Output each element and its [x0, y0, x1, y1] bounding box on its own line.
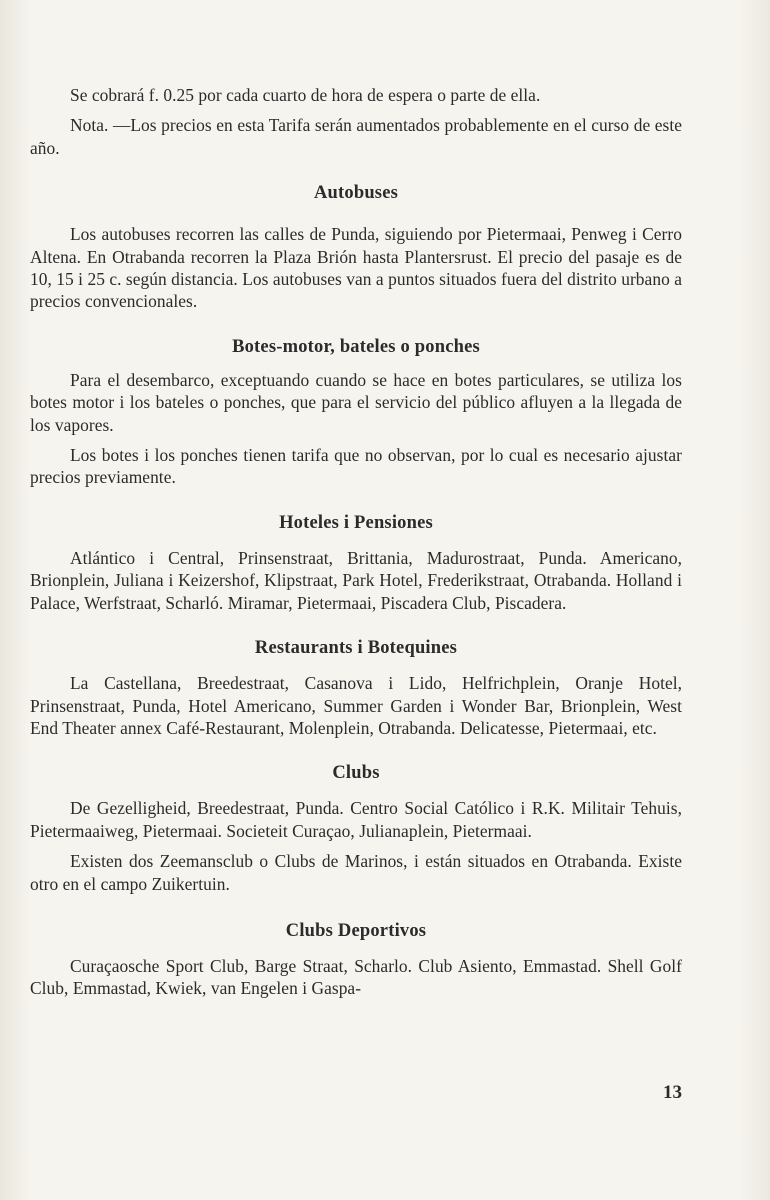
waiting-fee-paragraph: Se cobrará f. 0.25 por cada cuarto de hora de espera o parte de ella. — [70, 85, 541, 105]
autobuses-heading: Autobuses — [313, 183, 399, 204]
restaurants-heading: Restaurants i Botequines — [254, 638, 458, 659]
restaurants-paragraph: La Castellana, Breedestraat, Casanova i Lido, Helfrichplein, Oranje Hotel, Prinsenstraat, Punda, Hotel Americano, Summer Garden i Wonder Bar, Brionplein, West End Theater annex Café-Restaurant, Molenplein, Otrabanda. Delicatesse, Pietermaai, etc. — [30, 673, 682, 738]
autobuses-paragraph: Los autobuses recorren las calles de Punda, siguiendo por Pietermaai, Penweg i Cerro Altena. En Otrabanda recorren la Plaza Brión hasta Plantersrust. El precio del pasaje es de 10, 15 i 25 c. según distancia. Los autobuses van a puntos situados fuera del distrito urbano a precios convencionales. — [30, 224, 682, 312]
clubs-heading: Clubs — [332, 763, 380, 784]
clubs-paragraph-1: De Gezelligheid, Breedestraat, Punda. Centro Social Católico i R.K. Militair Tehuis, Pietermaaiweg, Pietermaai. Societeit Curaçao, Julianaplein, Pietermaai. — [30, 798, 682, 841]
botes-paragraph-1: Para el desembarco, exceptuando cuando se hace en botes particulares, se utiliza los botes motor i los bateles o ponches, que para el servicio del público afluyen a la llegada de los vapores. — [30, 369, 682, 435]
botes-heading: Botes-motor, bateles o ponches — [232, 336, 480, 357]
deportivos-heading: Clubs Deportivos — [285, 920, 427, 941]
botes-paragraph-2: Los botes i los ponches tienen tarifa que no observan, por lo cual es necesario ajustar precios previamente. — [30, 445, 682, 488]
tariff-note-paragraph: Nota. —Los precios en esta Tarifa serán aumentados probablemente en el curso de este año. — [30, 115, 682, 158]
hoteles-paragraph: Atlántico i Central, Prinsenstraat, Brittania, Madurostraat, Punda. Americano, Brionplein, Juliana i Keizershof, Klipstraat, Park Hotel, Frederikstraat, Otrabanda. Holland i Palace, Werfstraat, Scharló. Miramar, Pietermaai, Piscadera Club, Piscadera. — [30, 547, 682, 613]
clubs-paragraph-2: Existen dos Zeemansclub o Clubs de Marinos, i están situados en Otrabanda. Existe otro en el campo Zuikertuin. — [30, 851, 682, 894]
hoteles-heading: Hoteles i Pensiones — [279, 512, 433, 533]
page-number: 13 — [663, 1082, 682, 1103]
deportivos-paragraph: Curaçaosche Sport Club, Barge Straat, Scharlo. Club Asiento, Emmastad. Shell Golf Club, Emmastad, Kwiek, van Engelen i Gaspa- — [30, 955, 682, 999]
